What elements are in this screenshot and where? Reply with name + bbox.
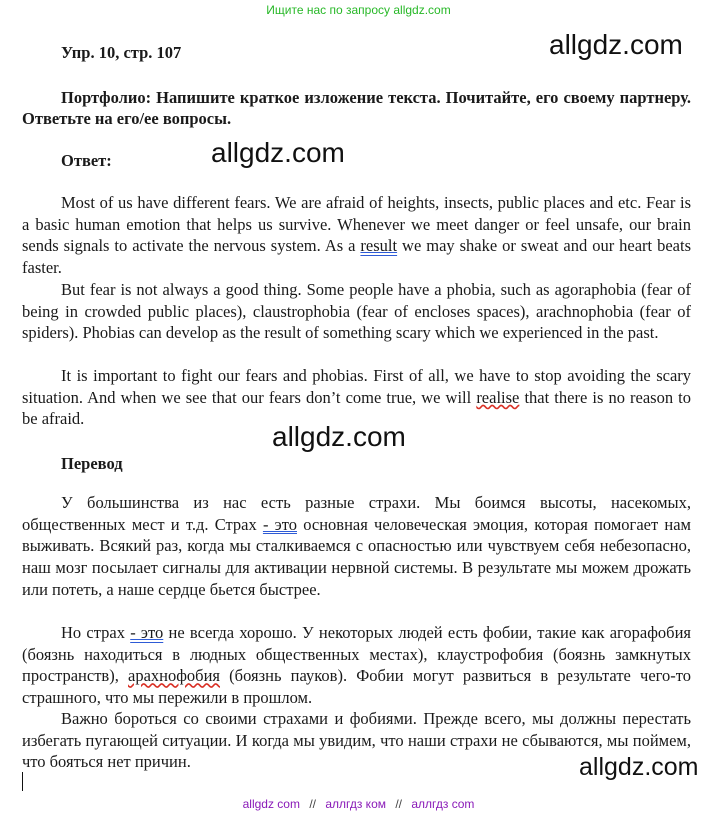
text-line: (боязнь пауков). Фобии могут [220, 666, 454, 686]
spelling-flag-realise[interactable]: realise [476, 387, 520, 407]
footer-link-allgdz[interactable]: allgdz com [242, 797, 300, 811]
footer-links [0, 797, 717, 811]
translation-label: Перевод [61, 454, 123, 473]
russian-paragraph-2 [22, 622, 691, 709]
footer-separator: // [309, 797, 316, 811]
text-line: arachnophobia (fear of spiders). Phobias can develop as the result of something scary [22, 301, 692, 343]
grammar-flag-result[interactable]: result [360, 236, 398, 256]
text-line: развиться в результате чего-то страшного, что мы пережили в прошлом. [22, 666, 692, 708]
grammar-flag-eto[interactable]: - это [262, 514, 297, 534]
footer-separator: // [395, 797, 403, 811]
exercise-title: Упр. 10, стр. 107 [61, 43, 182, 62]
text-line: чувствуем себя небезопасно, наш мозг посылает сигналы для активации нервной [22, 536, 691, 578]
text-line: не всегда хорошо. У некоторых людей есть фобии, такие как [163, 623, 605, 642]
text-line: that [519, 387, 550, 407]
text-line: Но страх [61, 623, 131, 642]
text-line: we may [397, 236, 455, 256]
text-line: основная человеческая эмоция, которая [296, 514, 588, 534]
text-line: Most of us have different fears. We are afraid of heights, insects, public places and [61, 193, 614, 212]
watermark: allgdz.com [579, 753, 699, 781]
grammar-flag-eto[interactable]: - это [130, 623, 164, 642]
text-line: У большинства из нас есть разные страхи. Мы боимся высоты, насекомых, [61, 493, 691, 512]
text-line: the scary situation. And when we see that our fears don’t come true, we will [22, 366, 692, 407]
english-paragraph-1 [22, 192, 691, 279]
watermark: allgdz.com [549, 29, 683, 60]
text-line: It is important to fight our fears and phobias. First of all, we have to stop avoiding [61, 366, 625, 385]
portfolio-task: Портфолио: Напишите краткое изложение текста. Почитайте, его своему партнеру. Ответьте на его/ее вопросы. [22, 88, 691, 128]
answer-label: Ответ: [61, 151, 112, 170]
watermark: allgdz.com [272, 421, 406, 452]
footer-link-allgdz-mixed[interactable]: аллгдз com [411, 797, 475, 811]
text-line: Важно бороться со своими страхами и фобиями. Прежде всего, мы должны [61, 709, 617, 728]
text-line: But fear is not always a good thing. Some people have a phobia, such as agoraphobia [61, 280, 637, 299]
text-line: системы. В результате мы можем дрожать или потеть, а наше сердце бьется [22, 558, 691, 599]
text-line: сбываются, мы поймем, что бояться нет причин. [22, 730, 691, 772]
english-paragraph-3 [22, 365, 691, 430]
footer-link-allgdz-ru[interactable]: аллгдз ком [325, 797, 386, 811]
text-line: feel unsafe, our brain sends signals to activate the nervous system. As a [22, 214, 691, 256]
english-paragraph-2 [22, 279, 691, 344]
text-line: перестать избегать пугающей ситуации. И когда мы увидим, что наши страхи не [22, 709, 692, 750]
text-line: there is no reason to be afraid. [22, 387, 692, 429]
watermark: allgdz.com [211, 137, 345, 168]
russian-paragraph-3 [22, 708, 691, 773]
russian-paragraph-1 [22, 492, 691, 601]
text-line: (fear of being in crowded public places), claustrophobia (fear of encloses spaces), [22, 280, 692, 321]
text-line: (боязнь замкнутых пространств), [22, 644, 692, 686]
top-banner[interactable]: Ищите нас по запросу allgdz.com [266, 3, 451, 17]
text-line: агорафобия (боязнь находиться в людных общественных местах), клаустрофобия [22, 623, 691, 664]
text-line: etc. Fear is a basic human emotion that helps us survive. Whenever we meet danger or [22, 193, 692, 234]
text-line: быстрее. [259, 579, 321, 599]
text-line: which we experienced in the past. [434, 323, 659, 343]
spelling-flag-arachnophobia[interactable]: арахнофобия [128, 666, 220, 686]
text-line: общественных мест и т.д. Страх [22, 514, 263, 534]
text-line: помогает нам выживать. Всякий раз, когда мы сталкиваемся с опасностью или [22, 514, 691, 556]
text-cursor [22, 772, 23, 791]
text-line: shake or sweat and our heart beats faster. [22, 236, 691, 278]
